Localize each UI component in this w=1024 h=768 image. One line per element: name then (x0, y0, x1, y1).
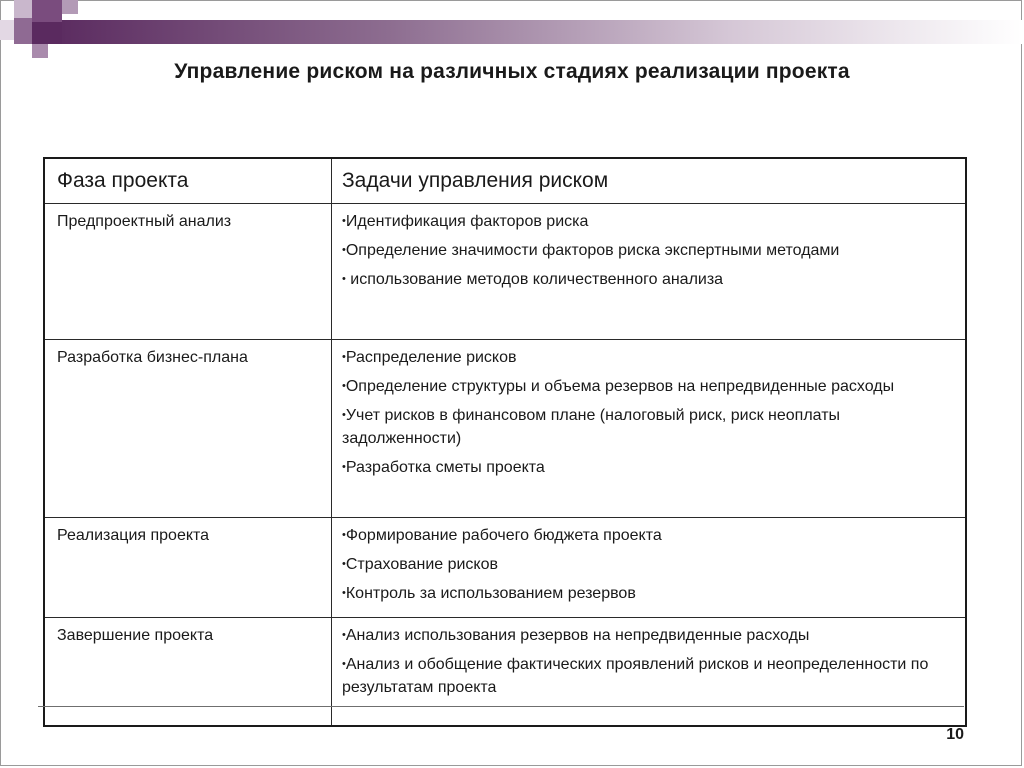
decor-square (62, 0, 78, 14)
table-row (44, 340, 966, 518)
task-item (342, 404, 955, 450)
task-item (342, 582, 955, 605)
header-gradient-band (48, 20, 1022, 44)
task-text: использование методов количественного анализа (345, 271, 724, 288)
task-item (342, 653, 955, 699)
header-phase: Фаза проекта (44, 158, 332, 204)
task-item (342, 346, 955, 369)
task-text: Определение структуры и объема резервов на непредвиденные расходы (345, 378, 895, 395)
bullet-icon: • (342, 529, 346, 541)
tasks-cell (332, 204, 967, 340)
bullet-icon: • (342, 658, 346, 670)
table-header-row (44, 158, 966, 204)
decor-square (14, 0, 32, 18)
task-item (342, 553, 955, 576)
phase-cell: Реализация проекта (44, 518, 332, 618)
task-text: Определение значимости факторов риска экспертными методами (345, 242, 840, 259)
table-row (44, 618, 966, 727)
risk-management-table (43, 157, 967, 727)
header-tasks: Задачи управления риском (332, 158, 967, 204)
task-text: Учет рисков в финансовом плане (налоговый риск, риск неоплаты задолженности) (342, 407, 841, 447)
task-item (342, 624, 955, 647)
task-item (342, 375, 955, 398)
table-row (44, 204, 966, 340)
bullet-icon: • (342, 215, 346, 227)
bullet-icon: • (342, 273, 346, 285)
page-number: 10 (946, 726, 964, 743)
tasks-cell (332, 518, 967, 618)
decor-square (0, 20, 14, 40)
phase-cell: Разработка бизнес-плана (44, 340, 332, 518)
task-text: Страхование рисков (345, 556, 499, 573)
tasks-cell (332, 340, 967, 518)
bullet-icon: • (342, 351, 346, 363)
task-item (342, 239, 955, 262)
footer-divider (38, 706, 964, 707)
task-text: Разработка сметы проекта (345, 459, 545, 476)
bullet-icon: • (342, 409, 346, 421)
task-text: Идентификация факторов риска (345, 213, 589, 230)
task-item (342, 210, 955, 233)
bullet-icon: • (342, 629, 346, 641)
phase-cell: Завершение проекта (44, 618, 332, 727)
task-text: Анализ и обобщение фактических проявлений рисков и неопределенности по результатам проекта (342, 656, 929, 696)
slide-title: Управление риском на различных стадиях реализации проекта (174, 60, 850, 83)
task-text: Формирование рабочего бюджета проекта (345, 527, 662, 544)
bullet-icon: • (342, 461, 346, 473)
task-text: Контроль за использованием резервов (345, 585, 636, 602)
tasks-cell (332, 618, 967, 727)
bullet-icon: • (342, 244, 346, 256)
bullet-icon: • (342, 558, 346, 570)
task-text: Распределение рисков (345, 349, 517, 366)
task-text: Анализ использования резервов на непредвиденные расходы (345, 627, 810, 644)
phase-cell: Предпроектный анализ (44, 204, 332, 340)
bullet-icon: • (342, 587, 346, 599)
decor-square (32, 22, 62, 44)
decor-square (14, 18, 32, 44)
task-item (342, 456, 955, 479)
table-row (44, 518, 966, 618)
decor-square (32, 0, 62, 22)
task-item (342, 524, 955, 547)
decor-square (32, 44, 48, 58)
task-item (342, 268, 955, 291)
bullet-icon: • (342, 380, 346, 392)
